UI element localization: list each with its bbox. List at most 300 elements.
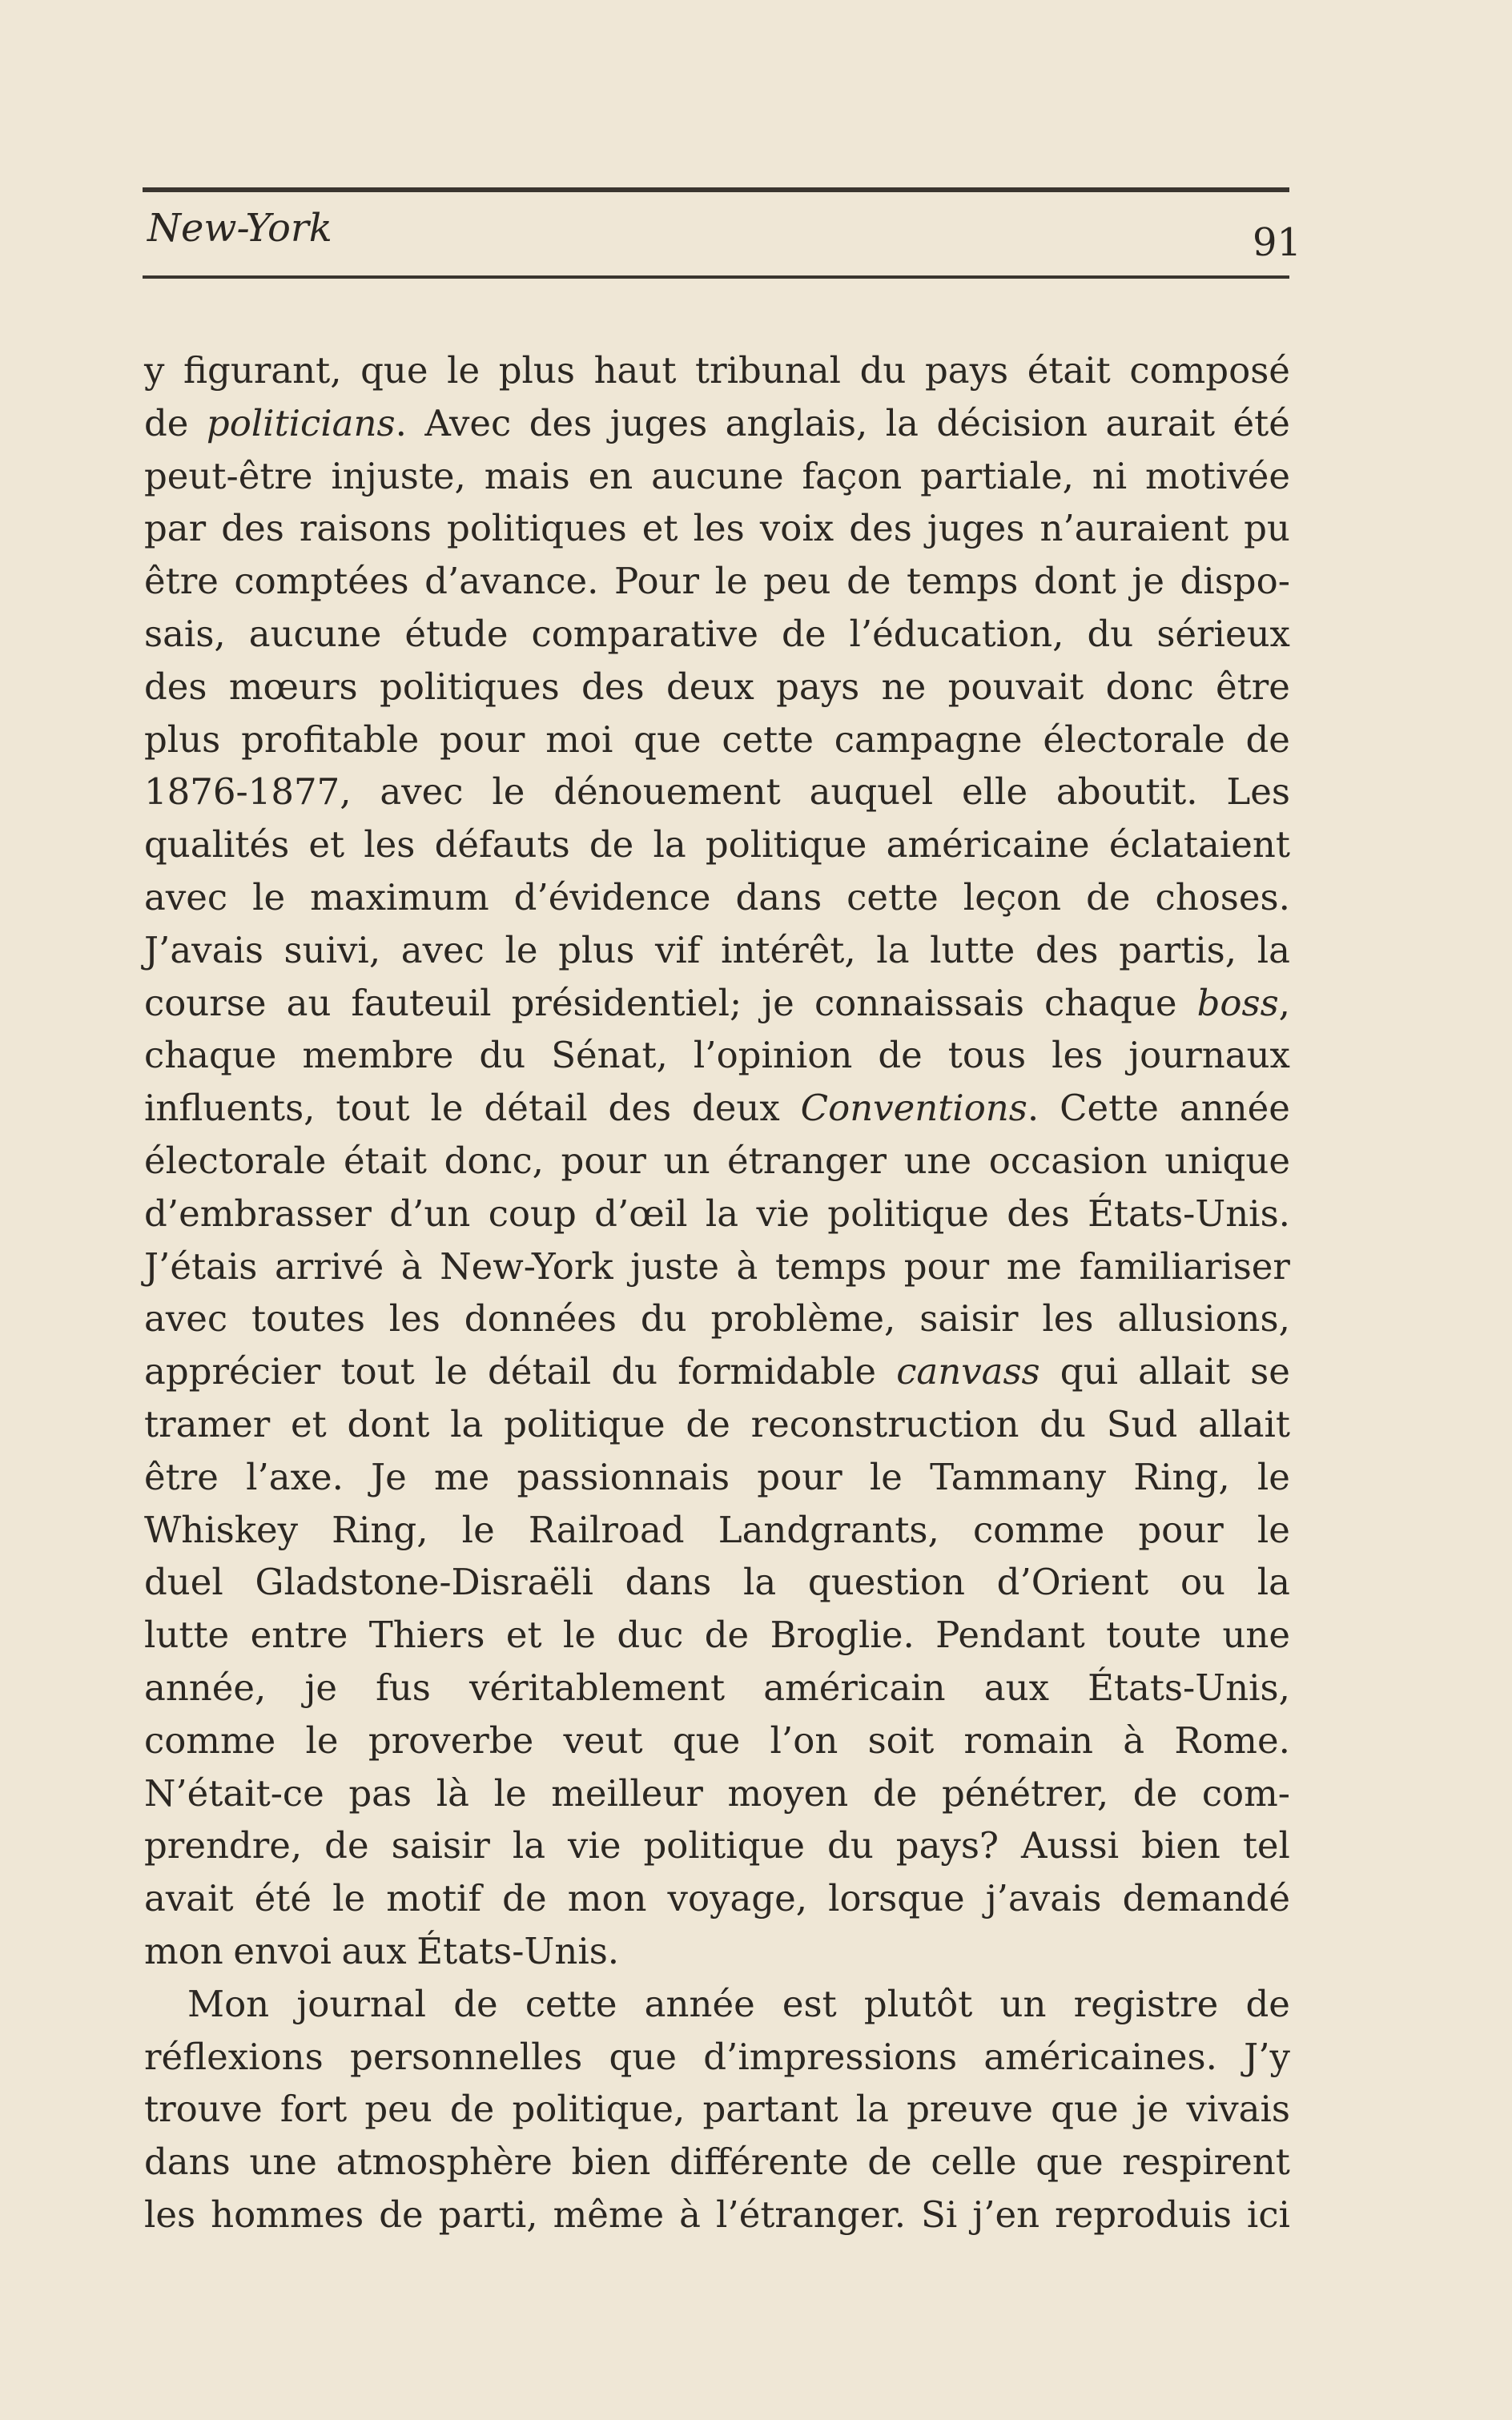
word: problème,: [710, 1297, 896, 1341]
word: mais: [484, 454, 570, 497]
word: journal: [296, 1982, 427, 2025]
word: américaines.: [983, 2035, 1217, 2078]
word: du: [859, 349, 907, 392]
text-line: [144, 450, 1290, 503]
text-line: [144, 555, 1290, 608]
word: d’œil: [594, 1192, 688, 1235]
word: politiques: [380, 665, 560, 708]
word: une: [1222, 1614, 1290, 1657]
word: duel: [144, 1561, 223, 1604]
word: pour: [440, 718, 525, 761]
text-line: [144, 818, 1290, 871]
word: partiale,: [920, 454, 1074, 497]
text-line: [144, 714, 1290, 766]
word: des: [581, 665, 645, 708]
word: le: [493, 1771, 527, 1815]
word: campagne: [834, 718, 1023, 761]
word: États-Unis.: [1088, 1192, 1290, 1235]
word: tout: [336, 1087, 410, 1130]
word: motif: [386, 1877, 482, 1920]
word: une: [249, 2141, 317, 2184]
text-line: [144, 1925, 1290, 1978]
word: tramer: [144, 1402, 271, 1445]
text-line: [144, 1819, 1290, 1872]
word: les: [693, 507, 745, 550]
word: de: [878, 1034, 923, 1077]
text-line: [144, 2189, 1290, 2241]
word: de: [449, 2088, 495, 2131]
word: envoi: [233, 1929, 332, 1972]
word: coup: [488, 1192, 577, 1235]
word: la: [1257, 928, 1290, 971]
word: d’impressions: [703, 2035, 958, 2078]
word: composé: [1129, 349, 1290, 392]
word: que: [1035, 2141, 1104, 2184]
word: arrivé: [274, 1244, 384, 1288]
word: pays: [776, 665, 860, 708]
word: être: [144, 560, 219, 603]
word: ici: [1246, 2193, 1290, 2236]
word: Tammany: [930, 1455, 1107, 1498]
word: apprécier: [144, 1350, 321, 1393]
word: aux: [983, 1666, 1049, 1709]
word: Railroad: [528, 1508, 685, 1551]
word: de: [867, 2141, 912, 2184]
word: l’opinion: [693, 1034, 853, 1077]
word: fauteuil: [351, 981, 492, 1024]
word: à: [736, 1244, 758, 1288]
word: politique: [705, 823, 867, 866]
text-line: [144, 608, 1290, 661]
word: deux: [666, 665, 754, 708]
word: profitable: [241, 718, 420, 761]
word: pu: [1244, 507, 1290, 550]
text-line: [144, 977, 1290, 1030]
word: la: [705, 1192, 739, 1235]
word: partant: [702, 2088, 838, 2131]
word: et: [641, 507, 678, 550]
word: américain: [763, 1666, 946, 1709]
word: tribunal: [695, 349, 842, 392]
word: avait: [144, 1877, 234, 1920]
word: J’étais: [144, 1244, 258, 1288]
word: demandé: [1122, 1877, 1290, 1920]
word: qui: [1060, 1350, 1118, 1393]
word: New-York: [440, 1244, 613, 1288]
header-rule-top: [143, 187, 1289, 192]
word: les: [388, 1297, 440, 1341]
word: pouvait: [947, 665, 1084, 708]
word: Ring,: [332, 1508, 428, 1551]
word: mœurs: [228, 665, 358, 708]
word: saisir: [391, 1824, 490, 1867]
word: américaine: [886, 823, 1090, 866]
word: fort: [279, 2088, 348, 2131]
word: Rome.: [1174, 1719, 1290, 1762]
word: parti,: [438, 2193, 538, 2236]
word: veut: [563, 1719, 643, 1762]
word: du: [611, 1350, 658, 1393]
word: année,: [144, 1666, 267, 1709]
word: boss,: [1196, 981, 1290, 1024]
word: vie: [568, 1824, 621, 1867]
word: que: [360, 349, 428, 392]
word: bien: [1141, 1824, 1220, 1867]
word: le: [869, 1455, 903, 1498]
text-line: [144, 1872, 1290, 1925]
word: je: [1132, 560, 1164, 603]
word: de: [453, 1982, 498, 2025]
word: que: [672, 1719, 741, 1762]
word: vie: [756, 1192, 810, 1235]
word: Sud: [1106, 1402, 1178, 1445]
word: deux: [691, 1087, 780, 1130]
text-line: [144, 1188, 1290, 1240]
text-line: [144, 1029, 1290, 1082]
word: l’axe.: [246, 1455, 344, 1498]
word: lutte: [144, 1614, 230, 1657]
word: une: [903, 1139, 972, 1182]
word: données: [464, 1297, 617, 1341]
word: et: [290, 1402, 327, 1445]
word: des: [608, 1087, 672, 1130]
word: peu: [763, 560, 831, 603]
word: me: [1006, 1244, 1063, 1288]
word: de: [1245, 1982, 1290, 2025]
word: Pour: [613, 560, 700, 603]
word: [896, 1345, 1040, 1398]
word: de: [1245, 718, 1290, 761]
text-line: [144, 871, 1290, 924]
word: y: [144, 349, 165, 392]
word: le: [447, 349, 481, 392]
word: tout: [340, 1350, 415, 1393]
word: Broglie.: [770, 1614, 915, 1657]
running-head-title: New-York: [147, 206, 332, 251]
word: celle: [931, 2141, 1017, 2184]
word: journaux: [1128, 1034, 1290, 1077]
text-line: [144, 2031, 1290, 2084]
word: éclataient: [1108, 823, 1290, 866]
word: politiques: [447, 507, 627, 550]
word: passionnais: [517, 1455, 730, 1498]
text-line: [144, 1556, 1290, 1609]
word: avec: [380, 770, 464, 814]
word: le: [714, 560, 748, 603]
word: pour: [903, 1244, 990, 1288]
word: occasion: [988, 1139, 1148, 1182]
word: n’auraient: [1040, 507, 1229, 550]
word: l’éducation,: [849, 612, 1064, 655]
italic-word: Conventions: [800, 1087, 1027, 1130]
word: plus: [144, 718, 221, 761]
word: les: [144, 2193, 196, 2236]
word: un: [999, 1982, 1047, 2025]
word: que: [609, 2035, 677, 2078]
text-line: [144, 502, 1290, 555]
word: est: [782, 1982, 837, 2025]
word: à: [1123, 1719, 1145, 1762]
word: sais,: [144, 612, 226, 655]
word: pour: [757, 1455, 842, 1498]
word: de: [704, 1614, 750, 1657]
word: la: [876, 928, 910, 971]
word: fus: [376, 1666, 431, 1709]
word: réflexions: [144, 2035, 324, 2078]
word: tel: [1242, 1824, 1290, 1867]
word: membre: [302, 1034, 454, 1077]
word: aucune: [248, 612, 382, 655]
text-line: [144, 1504, 1290, 1557]
word: de: [1132, 1771, 1178, 1815]
word: plutôt: [863, 1982, 973, 2025]
word: le: [434, 1350, 468, 1393]
word: de: [686, 1402, 730, 1445]
word: la: [1257, 1561, 1290, 1604]
word: Si: [921, 2193, 958, 2236]
word: Gladstone-Disraëli: [255, 1561, 593, 1604]
text-line: [144, 344, 1290, 397]
word: le: [305, 1719, 339, 1762]
word: tous: [947, 1034, 1027, 1077]
word: que: [1051, 2088, 1119, 2131]
text-line: [144, 1662, 1290, 1715]
word: par: [144, 507, 207, 550]
word: Avec: [424, 401, 512, 444]
word: allusions,: [1117, 1297, 1290, 1341]
word: personnelles: [350, 2035, 583, 2078]
word: des: [144, 665, 207, 708]
word: des: [529, 401, 593, 444]
text-line: [144, 397, 1290, 450]
word: Thiers: [368, 1614, 485, 1657]
word: de: [144, 401, 189, 444]
word: auquel: [809, 770, 934, 814]
text-line: [144, 2136, 1290, 2189]
word: été: [1233, 401, 1290, 444]
word: le: [1257, 1508, 1290, 1551]
word: course: [144, 981, 267, 1024]
word: lutte: [930, 928, 1015, 971]
italic-word: politicians: [206, 401, 396, 444]
word: du: [479, 1034, 526, 1077]
word: du: [1040, 1402, 1086, 1445]
word: à: [679, 2193, 702, 2236]
word: maximum: [310, 875, 489, 919]
word: reproduis: [1055, 2193, 1232, 2236]
word: le: [461, 1508, 495, 1551]
word: dans: [625, 1561, 712, 1604]
word: du: [1087, 612, 1134, 655]
word: saisir: [919, 1297, 1019, 1341]
word: motivée: [1145, 454, 1290, 497]
text-line: [144, 2083, 1290, 2136]
word: J’y: [1244, 2035, 1290, 2078]
word: détail: [488, 1350, 592, 1393]
text-line: [144, 766, 1290, 818]
word: avec: [400, 928, 485, 971]
word: le: [562, 1614, 596, 1657]
word: j’avais: [985, 1877, 1102, 1920]
word: J’avais: [144, 928, 263, 971]
word: dont: [347, 1402, 430, 1445]
word: la: [653, 823, 686, 866]
word: même: [553, 2193, 665, 2236]
word: été: [254, 1877, 312, 1920]
word: avec: [144, 1297, 228, 1341]
word: en: [588, 454, 633, 497]
word: temps: [774, 1244, 887, 1288]
word: là: [436, 1771, 469, 1815]
word: décision: [936, 401, 1088, 444]
word: romain: [963, 1719, 1093, 1762]
word: allait: [1198, 1402, 1290, 1445]
word: cette: [846, 875, 939, 919]
word: que: [633, 718, 702, 761]
word: d’Orient: [996, 1561, 1149, 1604]
word: entre: [250, 1614, 348, 1657]
word: ne: [881, 665, 927, 708]
word: étude: [404, 612, 509, 655]
word: véritablement: [469, 1666, 726, 1709]
word: preuve: [907, 2088, 1034, 2131]
word: année: [644, 1982, 755, 2025]
text-line: [144, 1398, 1290, 1451]
text-line: [144, 1609, 1290, 1662]
word: aurait: [1105, 401, 1216, 444]
word: au: [286, 981, 332, 1024]
word: qualités: [144, 823, 290, 866]
word: formidable: [678, 1350, 877, 1393]
word: Je: [371, 1455, 407, 1498]
word: année: [1179, 1087, 1290, 1130]
word: la: [512, 1824, 546, 1867]
text-line: [144, 1767, 1290, 1820]
word: cette: [525, 1982, 617, 2025]
word: donc: [1105, 665, 1194, 708]
word: bien: [571, 2141, 651, 2184]
word: la: [855, 2088, 889, 2131]
word: des: [221, 507, 284, 550]
word: dispo-: [1180, 560, 1290, 603]
word: aucune: [651, 454, 784, 497]
text-line: [144, 1715, 1290, 1767]
word: dont: [1033, 560, 1116, 603]
word: comparative: [531, 612, 758, 655]
word: d’avance.: [424, 560, 599, 603]
word: Whiskey: [144, 1508, 299, 1551]
word: comptées: [234, 560, 409, 603]
word: mon: [567, 1877, 647, 1920]
text-line: [144, 1292, 1290, 1345]
word: peut-être: [144, 454, 313, 497]
word: détail: [484, 1087, 588, 1130]
word: la: [885, 401, 919, 444]
word: Ring,: [1133, 1455, 1230, 1498]
word: soit: [867, 1719, 935, 1762]
body-text: [144, 344, 1290, 2241]
word: était: [343, 1139, 427, 1182]
word: être: [1216, 665, 1290, 708]
word: prendre,: [144, 1824, 303, 1867]
word: était: [1027, 349, 1111, 392]
word: reconstruction: [750, 1402, 1019, 1445]
word: différente: [669, 2141, 849, 2184]
text-line: [144, 661, 1290, 714]
word: l’étranger.: [716, 2193, 907, 2236]
word: avec: [144, 875, 228, 919]
word: pour: [1138, 1508, 1224, 1551]
word: elle: [962, 770, 1028, 814]
word: respirent: [1122, 2141, 1290, 2184]
word: plus: [498, 349, 575, 392]
word: de: [589, 823, 634, 866]
word: pénétrer,: [941, 1771, 1109, 1815]
word: suivi,: [284, 928, 381, 971]
word: me: [433, 1455, 490, 1498]
word: politique: [643, 1824, 806, 1867]
word: aboutit.: [1056, 770, 1198, 814]
word: électorale: [1043, 718, 1225, 761]
word: cette: [722, 718, 814, 761]
word: Sénat,: [551, 1034, 668, 1077]
word: présidentiel;: [511, 981, 742, 1024]
word: plus: [558, 928, 635, 971]
word: le: [430, 1087, 464, 1130]
word: com-: [1201, 1771, 1290, 1815]
word: aux: [341, 1929, 407, 1972]
word: façon: [802, 454, 903, 497]
word: Mon: [187, 1982, 270, 2025]
word: de: [872, 1771, 918, 1815]
word: pour: [561, 1139, 646, 1182]
word: donc,: [444, 1139, 544, 1182]
word: juges: [927, 507, 1025, 550]
word: de: [846, 560, 891, 603]
text-line: [144, 1135, 1290, 1188]
word: de: [379, 2193, 424, 2236]
word: Pendant: [935, 1614, 1085, 1657]
word: haut: [593, 349, 677, 392]
word: pays?: [895, 1824, 999, 1867]
word: temps: [907, 560, 1019, 603]
word: d’évidence: [513, 875, 711, 919]
word: de: [324, 1824, 369, 1867]
word: partis,: [1119, 928, 1237, 971]
word: comme: [972, 1508, 1105, 1551]
word: connaissais: [814, 981, 1024, 1024]
text-line: [144, 1082, 1290, 1135]
word: politique: [827, 1192, 989, 1235]
word: dans: [144, 2141, 231, 2184]
text-line: [144, 1345, 1290, 1398]
word: je: [762, 981, 794, 1024]
word: proverbe: [368, 1719, 534, 1762]
word: politicians.: [206, 401, 407, 444]
word: figurant,: [183, 349, 342, 392]
word: dénouement: [553, 770, 781, 814]
word: pas: [348, 1771, 412, 1815]
word: les: [1052, 1034, 1104, 1077]
word: choses.: [1155, 875, 1290, 919]
word: un: [663, 1139, 710, 1182]
word: Landgrants,: [718, 1508, 939, 1551]
word: d’embrasser: [144, 1192, 372, 1235]
text-line: [144, 1240, 1290, 1293]
word: défauts: [434, 823, 570, 866]
word: 1876-1877,: [144, 770, 352, 814]
word: anglais,: [725, 401, 868, 444]
